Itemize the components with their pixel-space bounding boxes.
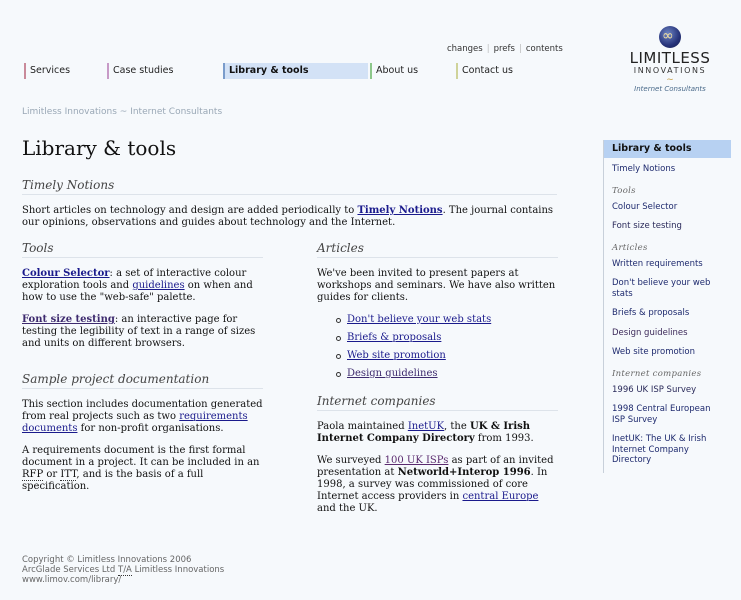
articles-list — [317, 314, 558, 380]
sidebar-group-heading: Tools — [612, 185, 636, 196]
web-site-promotion-link[interactable]: Web site promotion — [347, 350, 446, 361]
nav-contact-us[interactable]: Contact us — [456, 63, 546, 79]
ta-abbr: T/A — [118, 565, 132, 575]
text: , the — [444, 421, 470, 432]
nav-case-studies[interactable]: Case studies — [107, 63, 217, 79]
sidebar-item-font-size-testing[interactable]: Font size testing — [612, 221, 682, 231]
text: as part of an invited presentation at — [317, 455, 554, 478]
prefs-link[interactable]: prefs — [493, 44, 515, 54]
logo-wordmark: LIMITLESS — [629, 49, 711, 67]
directory-name: UK & Irish Internet Company Directory — [317, 421, 531, 444]
tools-heading: Tools — [22, 241, 263, 258]
separator: | — [518, 44, 522, 54]
sidebar-group-heading: Articles — [612, 242, 648, 253]
text: on when and how to use the "web-safe" palette. — [22, 280, 253, 303]
nav-about-us[interactable]: About us — [370, 63, 450, 79]
text: We surveyed — [317, 455, 385, 466]
event-name: Networld+Interop 1996 — [397, 467, 531, 478]
sidebar-group-heading: Internet companies — [612, 368, 702, 379]
text: and the UK. — [317, 503, 378, 514]
text: from 1993. — [474, 433, 534, 444]
companies-paragraph-1 — [317, 421, 558, 445]
guidelines-link[interactable]: guidelines — [132, 280, 185, 291]
utility-links — [447, 44, 563, 54]
page-title: Library & tools — [22, 136, 177, 160]
logo-tilde: ~ — [666, 75, 674, 85]
colour-selector-link[interactable]: Colour Selector — [22, 268, 110, 279]
sidebar — [603, 140, 731, 473]
text: This section includes documentation generated from real projects such as two — [22, 399, 263, 422]
nav-library-tools[interactable]: Library & tools — [223, 63, 368, 79]
separator: | — [486, 44, 490, 54]
nav-services[interactable]: Services — [24, 63, 104, 79]
rfp-abbr: RFP — [22, 469, 44, 480]
logo[interactable] — [620, 26, 720, 94]
sidebar-item-web-stats[interactable]: Don't believe your web stats — [612, 278, 711, 299]
contents-link[interactable]: contents — [525, 44, 563, 54]
list-item — [347, 332, 558, 344]
page-url: www.limov.com/library/ — [22, 575, 122, 585]
sample-paragraph-1 — [22, 399, 263, 435]
briefs-proposals-link[interactable]: Briefs & proposals — [347, 332, 442, 343]
itt-abbr: ITT — [60, 469, 77, 480]
companies-paragraph-2 — [317, 455, 558, 515]
intro-paragraph — [22, 205, 557, 229]
list-item — [347, 350, 558, 362]
articles-paragraph: We've been invited to present papers at workshops and seminars. We have also written guides for clients. — [317, 268, 556, 303]
uk-isps-link[interactable]: 100 UK ISPs — [384, 455, 449, 466]
copyright: Copyright © Limitless Innovations 2006 — [22, 555, 192, 565]
sample-docs-heading: Sample project documentation — [22, 372, 263, 389]
articles-heading: Articles — [317, 241, 558, 258]
footer — [22, 555, 224, 585]
text: , and is the basis of a full specification. — [22, 469, 204, 492]
inetuk-link[interactable]: InetUK — [407, 421, 445, 432]
design-guidelines-link[interactable]: Design guidelines — [347, 368, 438, 379]
logo-tagline: Internet Consultants — [634, 85, 706, 93]
sidebar-item-written-requirements[interactable]: Written requirements — [612, 258, 703, 269]
colour-selector-paragraph — [22, 268, 263, 304]
text: for non-profit organisations. — [77, 423, 224, 434]
sidebar-item-1996-survey[interactable]: 1996 UK ISP Survey — [612, 384, 697, 395]
text: Paola maintained — [317, 421, 408, 432]
text: : a set of interactive colour exploration tools and — [22, 268, 247, 291]
text: ArcGlade Services Ltd — [22, 565, 118, 575]
logo-subtitle: INNOVATIONS — [633, 66, 707, 75]
central-europe-link[interactable]: central Europe — [462, 491, 539, 502]
list-item — [347, 314, 558, 326]
section-heading: Timely Notions — [22, 178, 557, 195]
sidebar-item-web-site-promotion[interactable]: Web site promotion — [612, 347, 695, 357]
sidebar-item-timely-notions[interactable]: Timely Notions — [612, 164, 676, 174]
web-stats-link[interactable]: Don't believe your web stats — [347, 314, 492, 325]
font-size-testing-link[interactable]: Font size testing — [22, 314, 115, 325]
text: A requirements document is the first formal document in a project. It can be included in an — [22, 445, 260, 468]
sidebar-item-colour-selector[interactable]: Colour Selector — [612, 201, 678, 212]
text: Limitless Innovations — [131, 565, 225, 575]
text: : an interactive page for testing the legibility of text in a range of sizes and units on different browsers. — [22, 314, 256, 349]
sidebar-title: Library & tools — [604, 140, 731, 158]
internet-companies-heading: Internet companies — [317, 394, 558, 411]
changes-link[interactable]: changes — [447, 44, 483, 54]
left-column — [22, 241, 263, 493]
text: Short articles on technology and design are added periodically to — [22, 205, 358, 216]
text: . The journal contains our opinions, observations and guides about technology and the Internet. — [22, 205, 554, 228]
right-column — [317, 241, 558, 515]
font-size-paragraph — [22, 314, 263, 350]
timely-notions-section — [22, 178, 557, 229]
timely-notions-link[interactable]: Timely Notions — [357, 205, 443, 216]
site-tagline: Limitless Innovations ~ Internet Consultants — [22, 107, 223, 117]
requirements-documents-link[interactable]: requirements documents — [22, 411, 248, 434]
sidebar-item-inetuk[interactable]: InetUK: The UK & Irish Internet Company Directory — [612, 434, 707, 465]
sidebar-item-1998-survey[interactable]: 1998 Central European ISP Survey — [612, 404, 711, 425]
sample-paragraph-2 — [22, 445, 263, 493]
text: or — [43, 469, 61, 480]
list-item — [347, 368, 558, 380]
globe-infinity-icon — [659, 26, 681, 48]
sidebar-item-briefs-proposals[interactable]: Briefs & proposals — [612, 308, 690, 318]
company-line — [22, 565, 224, 575]
sidebar-item-design-guidelines[interactable]: Design guidelines — [612, 327, 688, 338]
text: . In 1998, a survey was commissioned of core Internet access providers in — [317, 467, 548, 502]
